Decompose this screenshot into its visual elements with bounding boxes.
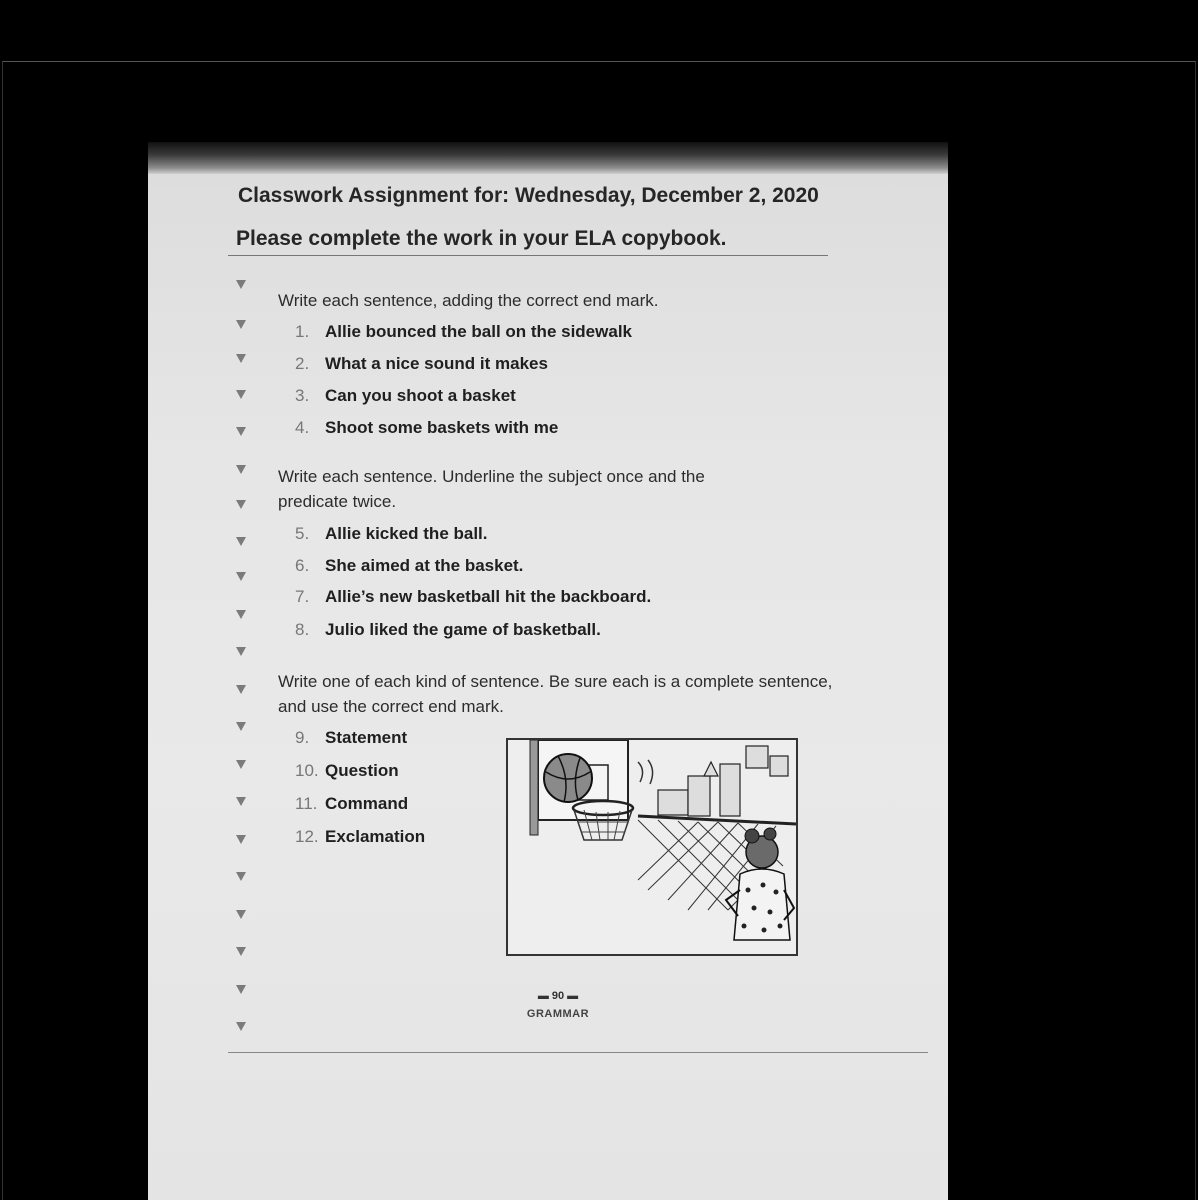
margin-marker-icon — [236, 985, 246, 994]
exercise-item: 2. What a nice sound it makes — [295, 354, 548, 373]
exercise-item: 8. Julio liked the game of basketball. — [295, 620, 601, 639]
exercise-item: 11. Command — [295, 794, 409, 813]
margin-marker-icon — [236, 872, 246, 881]
exercise-item: 7. Allie’s new basketball hit the backboard. — [295, 587, 652, 606]
margin-marker-icon — [236, 354, 246, 363]
margin-marker-icon — [236, 610, 246, 619]
margin-marker-icon — [236, 947, 246, 956]
margin-marker-icon — [236, 722, 246, 731]
bottom-divider — [228, 1052, 928, 1053]
exercise-item: 10. Question — [295, 761, 399, 780]
exercise-item: 1. Allie bounced the ball on the sidewalk — [295, 322, 632, 341]
margin-marker-icon — [236, 572, 246, 581]
margin-marker-icon — [236, 537, 246, 546]
screen-top-bar — [0, 0, 1198, 60]
exercise-item: 4. Shoot some baskets with me — [295, 418, 559, 437]
exercise-item: 12. Exclamation — [295, 827, 426, 846]
section-3-instruction: Write one of each kind of sentence. Be sure each is a complete sentence, and use the correct end mark. — [278, 672, 833, 716]
section-2-instruction: Write each sentence. Underline the subject once and the predicate twice. — [278, 467, 705, 511]
margin-marker-icon — [236, 910, 246, 919]
paper-top-shadow — [148, 142, 948, 174]
margin-marker-icon — [236, 685, 246, 694]
worksheet-page — [148, 142, 948, 1200]
margin-marker-icon — [236, 280, 246, 289]
margin-marker-icon — [236, 427, 246, 436]
margin-marker-icon — [236, 647, 246, 656]
exercise-item: 9. Statement — [295, 728, 408, 747]
margin-marker-icon — [236, 465, 246, 474]
assignment-title: Classwork Assignment for: Wednesday, December 2, 2020 — [238, 184, 819, 207]
basketball-illustration — [506, 738, 798, 956]
page-footer-label: GRAMMAR — [526, 1008, 590, 1020]
margin-marker-icon — [236, 320, 246, 329]
section-1-instruction: Write each sentence, adding the correct end mark. — [278, 291, 659, 310]
margin-marker-icon — [236, 835, 246, 844]
margin-marker-icon — [236, 1022, 246, 1031]
exercise-item: 6. She aimed at the basket. — [295, 556, 524, 575]
margin-marker-icon — [236, 760, 246, 769]
margin-marker-icon — [236, 500, 246, 509]
margin-marker-icon — [236, 390, 246, 399]
margin-marker-icon — [236, 797, 246, 806]
page-number: ▬ 90 ▬ — [537, 990, 579, 1002]
basketball-scene-icon — [508, 740, 796, 954]
assignment-subtitle: Please complete the work in your ELA copybook. — [236, 227, 727, 250]
header-divider — [228, 255, 828, 256]
exercise-item: 5. Allie kicked the ball. — [295, 524, 488, 543]
exercise-item: 3. Can you shoot a basket — [295, 386, 516, 405]
